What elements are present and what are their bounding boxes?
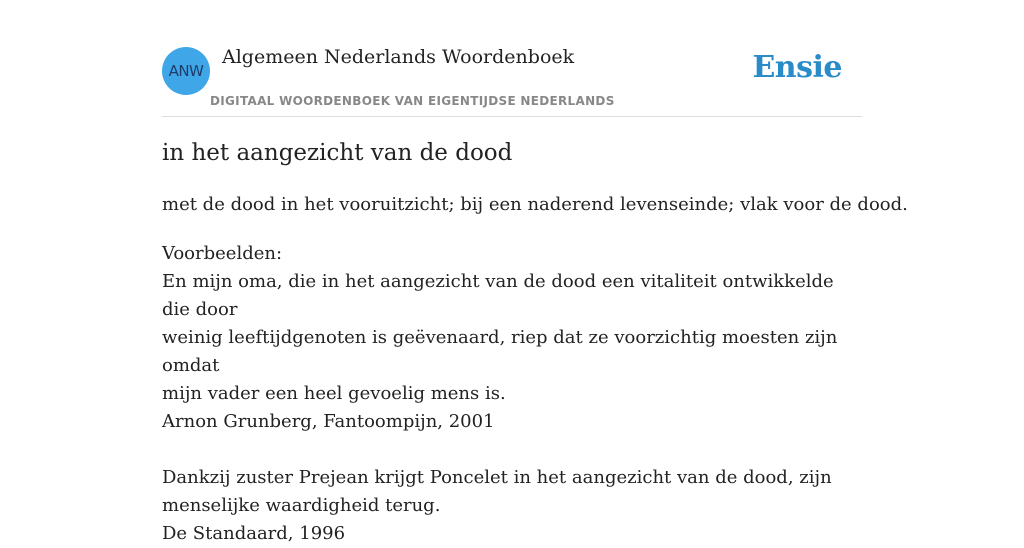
- example-line: menselijke waardigheid terug.: [162, 495, 441, 516]
- entry-headword: in het aangezicht van de dood: [162, 140, 513, 166]
- example-2: [162, 464, 862, 548]
- example-line: mijn vader een heel gevoelig mens is.: [162, 383, 506, 404]
- example-spacer: [162, 436, 862, 464]
- example-source: De Standaard, 1996: [162, 523, 346, 544]
- entry-definition: met de dood in het vooruitzicht; bij een naderend levenseinde; vlak voor de dood.: [162, 194, 908, 215]
- example-line: weinig leeftijdgenoten is geëvenaard, riep dat ze voorzichtig moesten zijn omdat: [162, 327, 838, 376]
- content: [162, 0, 908, 544]
- examples-section: [162, 240, 862, 548]
- example-1: [162, 268, 862, 436]
- dictionary-subtitle: DIGITAAL WOORDENBOEK VAN EIGENTIJDSE NEDERLANDS: [210, 94, 615, 108]
- ensie-brand-logo[interactable]: Ensie: [752, 50, 842, 85]
- example-line: Dankzij zuster Prejean krijgt Poncelet in het aangezicht van de dood, zijn: [162, 467, 832, 488]
- dictionary-title[interactable]: Algemeen Nederlands Woordenboek: [222, 46, 575, 68]
- examples-label: Voorbeelden:: [162, 243, 283, 264]
- example-source: Arnon Grunberg, Fantoompijn, 2001: [162, 411, 495, 432]
- example-line: En mijn oma, die in het aangezicht van de dood een vitaliteit ontwikkelde die door: [162, 271, 834, 320]
- header: [162, 0, 862, 117]
- anw-logo[interactable]: ANW: [162, 47, 210, 95]
